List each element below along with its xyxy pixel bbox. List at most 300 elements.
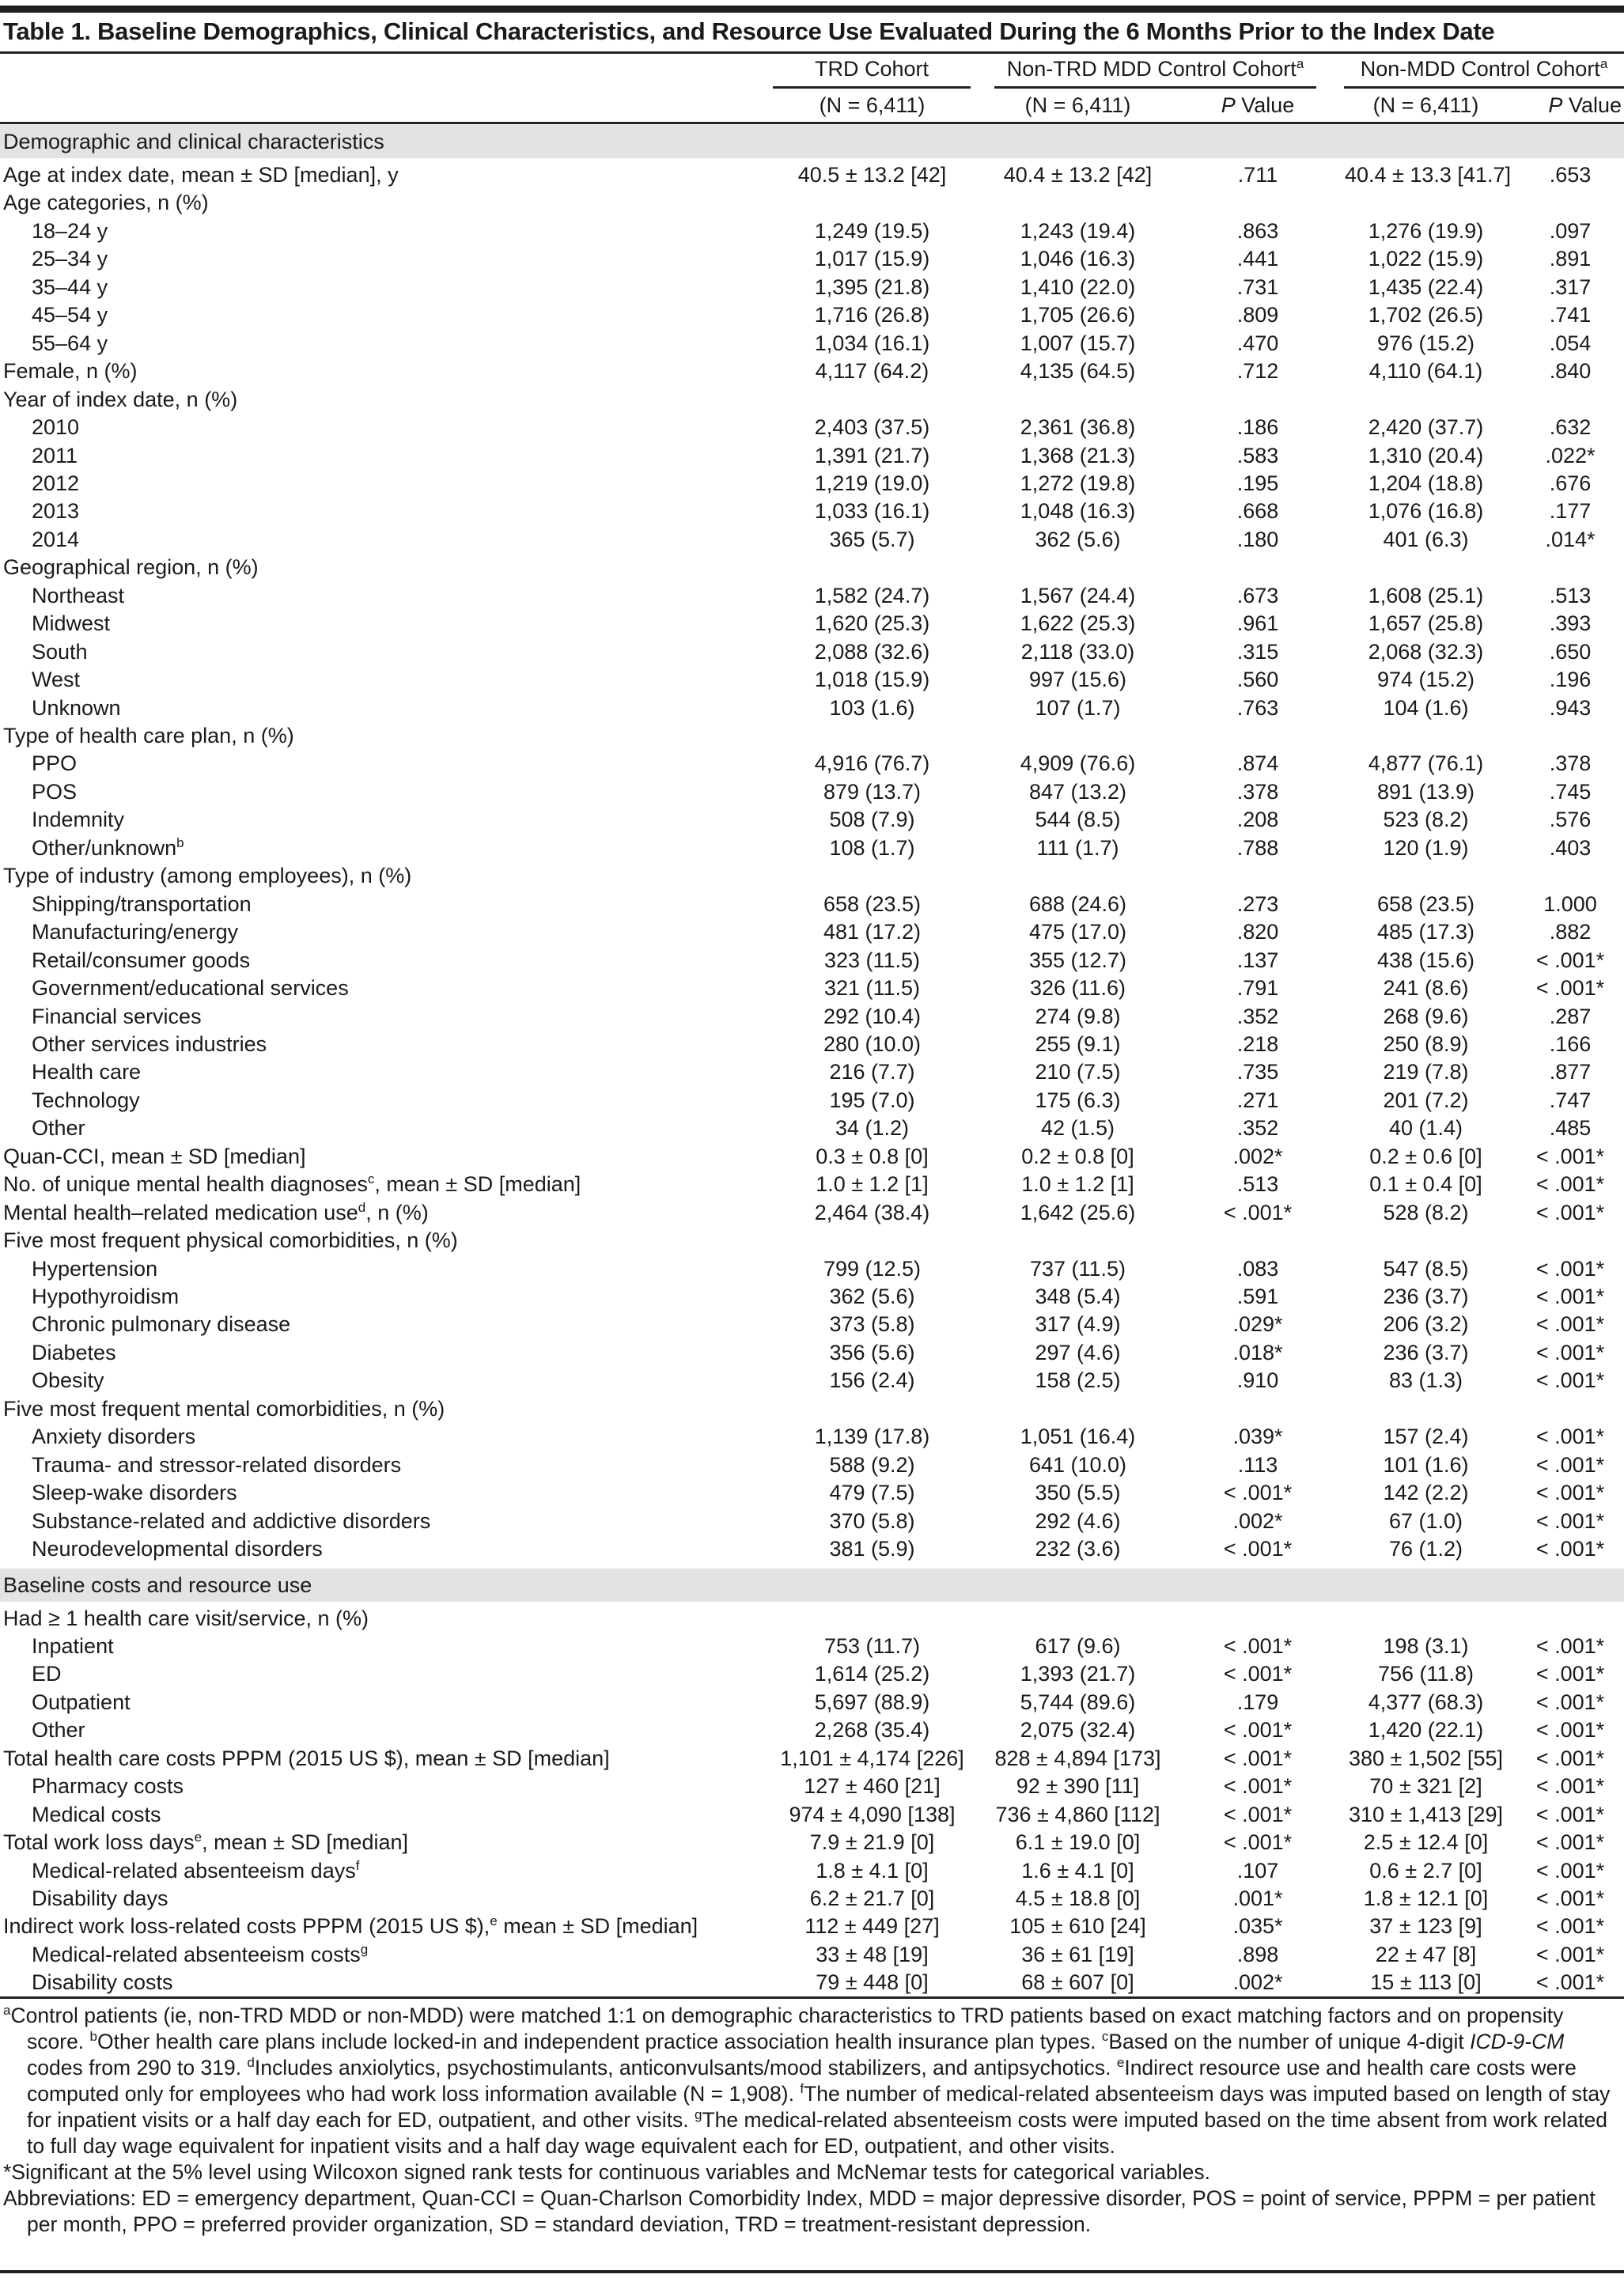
row-label: [32, 694, 121, 722]
nonmdd-value: 22 ± 47 [8]: [1375, 1942, 1477, 1966]
nonmdd-pvalue: .054: [1549, 331, 1592, 355]
table-row: [0, 218, 1624, 245]
footnote-text: ICD-9-CM: [1470, 2030, 1565, 2053]
nontrd-pvalue: .002*: [1232, 1970, 1283, 1995]
nontrd-pvalue: .763: [1236, 695, 1279, 720]
nonmdd-value: 1,435 (22.4): [1368, 274, 1484, 299]
header-underline: [994, 86, 1316, 89]
row-label-text: Mental health–related medication use: [3, 1200, 358, 1224]
table-row: [0, 1367, 1624, 1395]
row-label-text: 45–54 y: [32, 303, 108, 327]
row-label: [3, 1829, 408, 1856]
row-label-text: 2013: [32, 499, 80, 524]
category-row: [0, 189, 1624, 217]
table-row: [0, 1508, 1624, 1535]
table-row: [0, 1941, 1624, 1969]
trd-value: 1,017 (15.9): [814, 247, 930, 271]
nonmdd-value: 1,420 (22.1): [1368, 1718, 1484, 1743]
footnote-text: Indirect resource use and health care costs were computed only for employees who had work loss information available (N = 1,908).: [27, 2056, 1577, 2106]
nonmdd-value: 401 (6.3): [1383, 527, 1469, 551]
trd-value: 2,403 (37.5): [814, 415, 930, 440]
nontrd-pvalue: .002*: [1232, 1508, 1283, 1533]
table-row: [0, 1801, 1624, 1829]
row-label-text: Female, n (%): [3, 359, 138, 384]
nontrd-value: 350 (5.5): [1035, 1481, 1121, 1505]
nonmdd-value: 523 (8.2): [1383, 808, 1469, 832]
row-label-text: , mean ± SD [median]: [374, 1172, 581, 1197]
row-label: [3, 1199, 429, 1227]
nonmdd-value: 201 (7.2): [1383, 1088, 1469, 1112]
nonmdd-value: 120 (1.9): [1383, 835, 1469, 860]
nontrd-pvalue: .910: [1236, 1368, 1279, 1393]
nonmdd-pvalue: < .001*: [1535, 1746, 1605, 1770]
nontrd-pvalue: .788: [1236, 835, 1279, 860]
row-label-text: Other: [32, 1116, 85, 1141]
nontrd-value: 210 (7.5): [1035, 1060, 1121, 1084]
nonmdd-value: 241 (8.6): [1383, 976, 1469, 1001]
table-row: [0, 498, 1624, 525]
footnote-ref: b: [176, 834, 184, 850]
row-label-text: mean ± SD [median]: [497, 1914, 698, 1939]
p-label: Value: [1241, 93, 1295, 117]
table-row: [0, 778, 1624, 806]
row-label: [32, 301, 108, 329]
nontrd-pvalue: .273: [1236, 891, 1279, 916]
table-row: [0, 918, 1624, 946]
row-label-text: Financial services: [32, 1004, 202, 1028]
nonmdd-value: 1,608 (25.1): [1368, 583, 1484, 607]
nontrd-value: 1,243 (19.4): [1020, 218, 1136, 243]
nonmdd-value: 976 (15.2): [1376, 331, 1475, 355]
row-label-text: 2012: [32, 471, 80, 495]
trd-value: 40.5 ± 13.2 [42]: [797, 163, 947, 187]
table-row: [0, 694, 1624, 722]
trd-value: 280 (10.0): [823, 1031, 922, 1056]
row-label: [32, 414, 79, 441]
trd-value: 1,391 (21.7): [814, 443, 930, 467]
nonmdd-pvalue: < .001*: [1535, 1200, 1605, 1224]
nonmdd-value: 0.1 ± 0.4 [0]: [1369, 1172, 1482, 1197]
row-label: [32, 1773, 184, 1800]
nonmdd-pvalue: < .001*: [1535, 1312, 1605, 1337]
row-label: [32, 666, 80, 694]
row-label: [32, 1689, 131, 1716]
footnote-text: *Significant at the 5% level using Wilcoxon signed rank tests for continuous variables and McNemar tests for categorical variables.: [3, 2160, 1210, 2184]
nontrd-pvalue: .315: [1236, 639, 1279, 664]
nontrd-pvalue: < .001*: [1223, 1746, 1293, 1770]
trd-value: 1,249 (19.5): [814, 218, 930, 243]
footnote-text: The number of medical-related absenteeism days was imputed based on length of stay for inpatient visits or a half day each for ED, outpatient, and other visits.: [27, 2082, 1611, 2132]
trd-value: 1,395 (21.8): [814, 274, 930, 299]
nonmdd-pvalue: .166: [1549, 1031, 1592, 1056]
nontrd-pvalue: < .001*: [1223, 1802, 1293, 1826]
footnote: [3, 2003, 1622, 2159]
n-trd: (N = 6,411): [819, 93, 926, 117]
nonmdd-value: 1,657 (25.8): [1368, 611, 1484, 636]
row-label-text: Inpatient: [32, 1633, 114, 1658]
table-row: [0, 1745, 1624, 1773]
table-row: [0, 1031, 1624, 1058]
row-label: [32, 1451, 401, 1479]
nonmdd-value: 310 ± 1,413 [29]: [1349, 1802, 1503, 1826]
nontrd-pvalue: .113: [1237, 1452, 1278, 1477]
title-rule: [0, 51, 1624, 54]
row-label-text: Medical costs: [32, 1802, 161, 1826]
table-row: [0, 526, 1624, 554]
table-row: [0, 301, 1624, 329]
row-label-text: 2014: [32, 527, 80, 551]
table-row: [0, 1773, 1624, 1800]
row-label-text: Health care: [32, 1060, 142, 1084]
row-label: [32, 1003, 202, 1031]
table-bottom-rule: [0, 1996, 1624, 1999]
trd-value: 1,139 (17.8): [814, 1425, 930, 1449]
nonmdd-pvalue: .650: [1549, 639, 1592, 664]
nonmdd-value: 756 (11.8): [1377, 1662, 1474, 1686]
trd-value: 0.3 ± 0.8 [0]: [816, 1144, 929, 1168]
nontrd-value: 105 ± 610 [24]: [1009, 1914, 1146, 1939]
nonmdd-value: 101 (1.6): [1383, 1452, 1469, 1477]
nonmdd-value: 4,877 (76.1): [1368, 751, 1484, 776]
table-row: [0, 1451, 1624, 1479]
nonmdd-pvalue: .747: [1549, 1088, 1592, 1112]
nontrd-pvalue: .712: [1236, 359, 1279, 384]
table-row: [0, 414, 1624, 441]
row-label: [32, 918, 238, 946]
footnote-marker: e: [1116, 2055, 1125, 2071]
footnote: [3, 2185, 1622, 2238]
trd-value: 108 (1.7): [829, 835, 915, 860]
nonmdd-pvalue: < .001*: [1535, 1481, 1605, 1505]
row-label-text: Medical-related absenteeism costs: [32, 1942, 361, 1966]
nontrd-value: 1,567 (24.4): [1020, 583, 1136, 607]
row-label: [32, 1283, 179, 1311]
nonmdd-value: 1,076 (16.8): [1368, 499, 1484, 524]
nonmdd-pvalue: < .001*: [1535, 1690, 1605, 1714]
row-label-text: Year of index date, n (%): [3, 387, 238, 411]
table-row: [0, 891, 1624, 918]
row-label: [32, 442, 78, 470]
table-row: [0, 974, 1624, 1002]
trd-value: 1,018 (15.9): [814, 668, 930, 692]
nontrd-value: 4,135 (64.5): [1020, 359, 1136, 384]
row-label: [32, 274, 108, 301]
table-row: [0, 1339, 1624, 1367]
nontrd-value: 1,642 (25.6): [1020, 1200, 1136, 1224]
table-row: [0, 1479, 1624, 1507]
row-label: [32, 610, 110, 638]
table-row: [0, 1913, 1624, 1940]
row-label: [32, 498, 79, 525]
nontrd-pvalue: .035*: [1232, 1914, 1283, 1939]
table-row: [0, 442, 1624, 470]
row-label-text: Technology: [32, 1088, 140, 1112]
nonmdd-pvalue: .877: [1549, 1060, 1592, 1084]
nonmdd-pvalue: < .001*: [1535, 1368, 1605, 1393]
nonmdd-pvalue: < .001*: [1535, 1172, 1605, 1197]
row-label: [32, 1311, 290, 1338]
trd-value: 34 (1.2): [835, 1116, 910, 1141]
nontrd-value: 828 ± 4,894 [173]: [994, 1746, 1161, 1770]
trd-value: 588 (9.2): [829, 1452, 915, 1477]
trd-value: 6.2 ± 21.7 [0]: [809, 1887, 935, 1910]
trd-value: 381 (5.9): [829, 1537, 915, 1561]
row-label-text: Outpatient: [32, 1690, 131, 1714]
nontrd-pvalue: .711: [1237, 163, 1278, 187]
footnote-marker: f: [800, 2081, 804, 2097]
row-label: [32, 1087, 140, 1115]
nontrd-pvalue: .195: [1236, 471, 1279, 495]
trd-value: 127 ± 460 [21]: [804, 1774, 941, 1799]
nontrd-value: 297 (4.6): [1035, 1340, 1121, 1364]
nontrd-value: 158 (2.5): [1035, 1368, 1121, 1393]
row-label-text: Sleep-wake disorders: [32, 1481, 237, 1505]
nonmdd-value: 40.4 ± 13.3 [41.7]: [1345, 163, 1511, 187]
nontrd-pvalue: .208: [1236, 808, 1279, 832]
category-row: [0, 722, 1624, 750]
header-nonmdd: [1344, 57, 1624, 81]
nonmdd-pvalue: < .001*: [1535, 1662, 1605, 1686]
row-label-text: Five most frequent physical comorbidities, n (%): [3, 1228, 458, 1253]
nontrd-pvalue: < .001*: [1223, 1830, 1293, 1855]
row-label: [32, 1255, 157, 1283]
trd-value: 356 (5.6): [829, 1340, 915, 1364]
row-label: [32, 1885, 168, 1913]
row-label: [3, 722, 294, 750]
row-label: [32, 638, 88, 666]
nontrd-value: 92 ± 390 [11]: [1016, 1774, 1140, 1799]
trd-value: 216 (7.7): [829, 1060, 915, 1084]
footnote: [3, 2159, 1622, 2185]
trd-value: 5,697 (88.9): [814, 1690, 930, 1714]
row-label: [32, 1479, 237, 1507]
nontrd-value: 1,705 (26.6): [1020, 303, 1136, 327]
header-trd: TRD Cohort: [814, 57, 929, 81]
row-label: [32, 1716, 85, 1744]
nontrd-value: 1,048 (16.3): [1020, 499, 1136, 524]
trd-value: 1,582 (24.7): [814, 583, 930, 607]
row-label-text: Anxiety disorders: [32, 1425, 196, 1449]
row-label-text: 55–64 y: [32, 331, 108, 355]
row-label-text: Type of health care plan, n (%): [3, 724, 294, 747]
row-label: [3, 862, 411, 890]
row-label-text: 2010: [32, 415, 80, 440]
pvalue-header-2: [1515, 93, 1622, 118]
row-label: [32, 834, 184, 862]
footnote-marker: a: [3, 2003, 11, 2019]
row-label: [32, 891, 252, 918]
nontrd-pvalue: .352: [1236, 1116, 1279, 1141]
nontrd-value: 2,118 (33.0): [1020, 639, 1135, 664]
nontrd-value: 5,744 (89.6): [1020, 1690, 1136, 1714]
footnote-text: Includes anxiolytics, psychostimulants, anticonvulsants/mood stabilizers, and antipsychotics.: [254, 2056, 1117, 2080]
row-label-text: Obesity: [32, 1368, 104, 1393]
row-label: [32, 582, 124, 610]
nonmdd-value: 0.2 ± 0.6 [0]: [1369, 1144, 1482, 1168]
nontrd-pvalue: .002*: [1232, 1144, 1283, 1168]
nontrd-pvalue: .673: [1236, 583, 1279, 607]
nontrd-value: 1,410 (22.0): [1020, 274, 1136, 299]
row-label: [32, 1535, 323, 1563]
row-label-text: Total work loss days: [3, 1830, 195, 1855]
row-label: [3, 1745, 610, 1773]
nontrd-pvalue: .271: [1236, 1088, 1279, 1112]
header-underline: [1344, 86, 1624, 89]
row-label-text: Medical-related absenteeism days: [32, 1858, 356, 1883]
category-row: [0, 1227, 1624, 1255]
nonmdd-value: 37 ± 123 [9]: [1369, 1914, 1482, 1939]
nontrd-value: 355 (12.7): [1028, 948, 1127, 972]
nontrd-pvalue: .137: [1236, 948, 1279, 972]
nonmdd-pvalue: .485: [1549, 1116, 1592, 1141]
nonmdd-pvalue: < .001*: [1535, 1425, 1605, 1449]
row-label-text: Type of industry (among employees), n (%): [3, 864, 412, 888]
table-row: [0, 1171, 1624, 1198]
trd-value: 658 (23.5): [823, 891, 922, 916]
footnote-marker: c: [1101, 2029, 1109, 2045]
row-label: [32, 1058, 141, 1086]
row-label-text: Shipping/transportation: [32, 891, 252, 916]
n-nonmdd: (N = 6,411): [1372, 93, 1479, 117]
nontrd-value: 175 (6.3): [1035, 1088, 1121, 1112]
nontrd-value: 544 (8.5): [1035, 808, 1121, 832]
table-row: [0, 1689, 1624, 1716]
table-row: [0, 947, 1624, 974]
n-nontrd: (N = 6,411): [1024, 93, 1131, 117]
row-label-text: 25–34 y: [32, 247, 108, 271]
row-label: [32, 470, 79, 498]
row-label-text: Other: [32, 1718, 85, 1743]
trd-value: 1,101 ± 4,174 [226]: [780, 1746, 964, 1770]
row-label-text: Chronic pulmonary disease: [32, 1312, 291, 1337]
nonmdd-pvalue: < .001*: [1535, 1633, 1605, 1658]
table-row: [0, 245, 1624, 273]
nontrd-pvalue: .107: [1236, 1858, 1279, 1883]
nonmdd-pvalue: .891: [1549, 247, 1592, 271]
nontrd-pvalue: < .001*: [1223, 1718, 1293, 1743]
nonmdd-pvalue: .317: [1549, 274, 1592, 299]
nontrd-pvalue: .735: [1236, 1060, 1279, 1084]
trd-value: 879 (13.7): [823, 779, 922, 804]
row-label: [32, 1423, 195, 1451]
nonmdd-value: 206 (3.2): [1383, 1312, 1469, 1337]
nonmdd-pvalue: < .001*: [1535, 1802, 1605, 1826]
row-label-text: Substance-related and addictive disorders: [32, 1508, 431, 1533]
row-label: [32, 1660, 62, 1688]
row-label-text: Retail/consumer goods: [32, 948, 251, 972]
row-label-text: ED: [32, 1662, 62, 1686]
row-label-text: , n (%): [365, 1200, 429, 1224]
row-label: [32, 1031, 267, 1058]
nonmdd-value: 2.5 ± 12.4 [0]: [1363, 1830, 1489, 1855]
nontrd-pvalue: .186: [1236, 415, 1279, 440]
header-rule: [0, 122, 1624, 124]
footnote-ref: e: [194, 1830, 203, 1845]
nonmdd-value: 528 (8.2): [1383, 1200, 1469, 1224]
row-label: [32, 1115, 85, 1142]
nonmdd-pvalue: < .001*: [1535, 1830, 1605, 1855]
nontrd-pvalue: .863: [1236, 218, 1279, 243]
nonmdd-value: 547 (8.5): [1383, 1256, 1469, 1281]
nontrd-pvalue: .898: [1236, 1942, 1279, 1966]
nontrd-pvalue: < .001*: [1223, 1662, 1293, 1686]
nonmdd-value: 219 (7.8): [1383, 1060, 1469, 1084]
nonmdd-value: 658 (23.5): [1376, 891, 1475, 916]
trd-value: 508 (7.9): [829, 808, 915, 832]
nontrd-pvalue: .441: [1236, 247, 1279, 271]
nonmdd-value: 438 (15.6): [1376, 948, 1475, 972]
table-row: [0, 1115, 1624, 1142]
nontrd-value: 232 (3.6): [1035, 1537, 1121, 1561]
row-label-text: Geographical region, n (%): [3, 555, 259, 580]
p-letter: P: [1548, 93, 1563, 117]
row-label: [32, 974, 349, 1002]
nonmdd-pvalue: .882: [1549, 920, 1592, 944]
nonmdd-pvalue: .287: [1549, 1004, 1592, 1028]
row-label: [32, 526, 79, 554]
row-label: [3, 1913, 698, 1940]
row-label: [3, 358, 138, 385]
table-row: [0, 1058, 1624, 1086]
table-row: [0, 1199, 1624, 1227]
nontrd-value: 274 (9.8): [1035, 1004, 1121, 1028]
footnote-ref: e: [490, 1913, 498, 1929]
nonmdd-value: 157 (2.4): [1383, 1425, 1469, 1449]
nonmdd-value: 891 (13.9): [1376, 779, 1475, 804]
pvalue-header-1: [1179, 93, 1337, 118]
row-label: [32, 750, 77, 778]
table-row: [0, 1423, 1624, 1451]
table-title: Table 1. Baseline Demographics, Clinical Characteristics, and Resource Use Evaluated During the 6 Months Prior to the Index Date: [3, 17, 1495, 45]
table-row: [0, 470, 1624, 498]
nontrd-pvalue: < .001*: [1223, 1774, 1293, 1799]
table-row: [0, 1283, 1624, 1311]
trd-value: 195 (7.0): [829, 1088, 915, 1112]
trd-value: 1,620 (25.3): [814, 611, 930, 636]
nonmdd-pvalue: < .001*: [1535, 1858, 1605, 1883]
trd-value: 1,033 (16.1): [814, 499, 930, 524]
table-row: [0, 1969, 1624, 1996]
nontrd-pvalue: .218: [1236, 1031, 1279, 1056]
nontrd-value: 4,909 (76.6): [1020, 751, 1136, 776]
nontrd-value: 111 (1.7): [1036, 835, 1119, 860]
nontrd-value: 737 (11.5): [1029, 1256, 1126, 1281]
nontrd-value: 997 (15.6): [1028, 668, 1127, 692]
nontrd-value: 40.4 ± 13.2 [42]: [1003, 163, 1153, 187]
nontrd-value: 1,007 (15.7): [1020, 331, 1136, 355]
row-label: [3, 1605, 369, 1633]
row-label-text: Quan-CCI, mean ± SD [median]: [3, 1144, 306, 1168]
table-row: [0, 274, 1624, 301]
nontrd-value: 847 (13.2): [1028, 779, 1127, 804]
footnote-text: Based on the number of unique 4-digit: [1108, 2030, 1471, 2053]
nonmdd-value: 380 ± 1,502 [55]: [1349, 1746, 1503, 1770]
footnote-marker: g: [695, 2107, 702, 2123]
nontrd-value: 1,393 (21.7): [1020, 1662, 1136, 1686]
nonmdd-pvalue: < .001*: [1535, 1285, 1605, 1308]
nontrd-value: 362 (5.6): [1035, 527, 1121, 551]
nontrd-value: 255 (9.1): [1035, 1031, 1121, 1056]
nonmdd-value: 70 ± 321 [2]: [1369, 1774, 1482, 1799]
nonmdd-pvalue: .403: [1549, 835, 1592, 860]
nonmdd-pvalue: < .001*: [1535, 948, 1605, 972]
nontrd-pvalue: .961: [1236, 611, 1279, 636]
header-nontrd-label: Non-TRD MDD Control Cohort: [1006, 57, 1297, 81]
nonmdd-pvalue: .097: [1549, 218, 1592, 243]
row-label: [3, 189, 209, 217]
p-label: Value: [1568, 93, 1622, 117]
p-letter: P: [1221, 93, 1236, 117]
